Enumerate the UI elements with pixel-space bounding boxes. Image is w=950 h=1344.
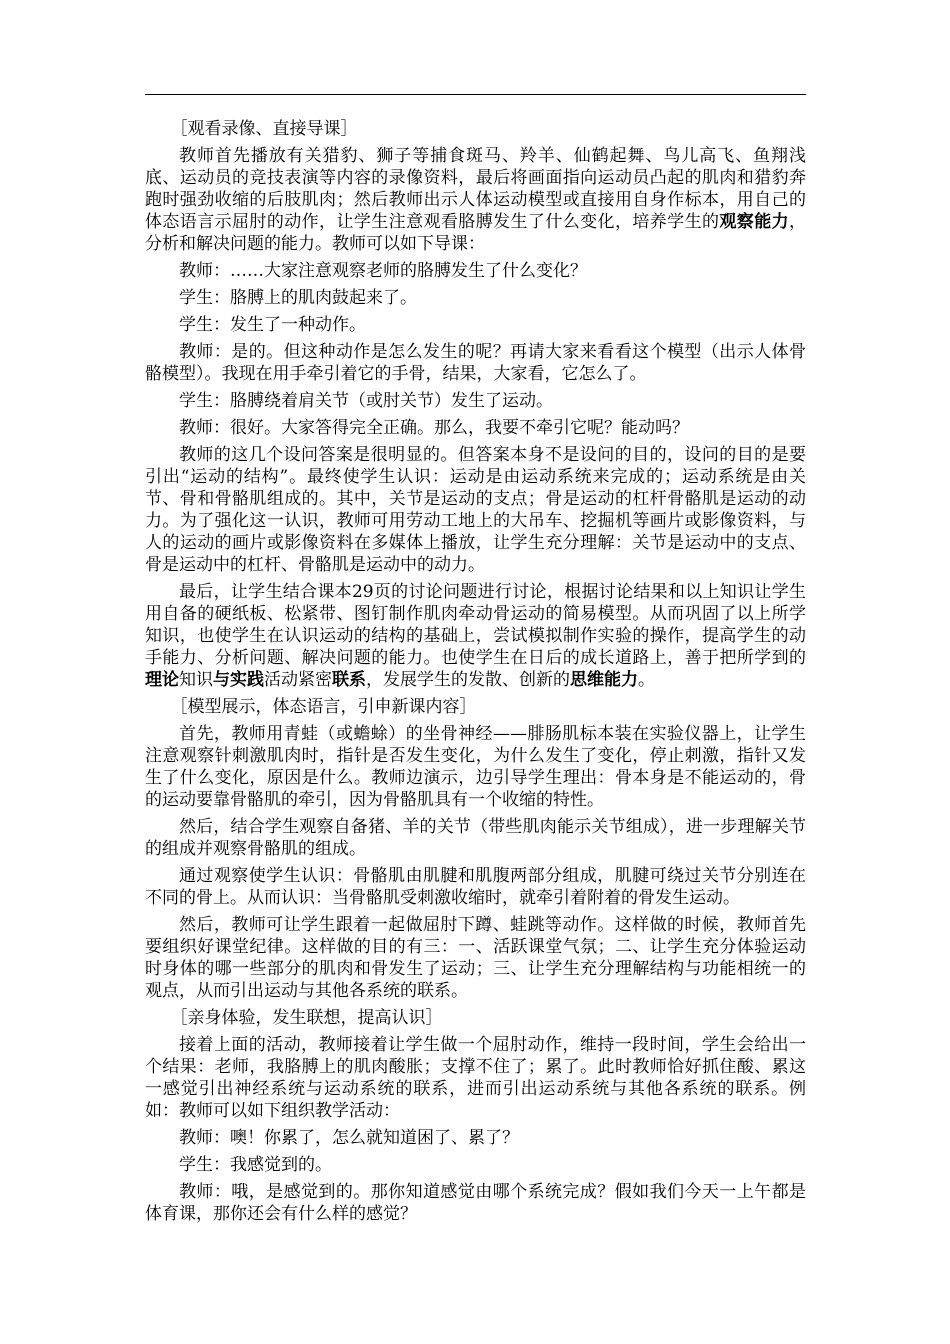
paragraph bbox=[145, 145, 806, 255]
paragraph-text: 教师首先播放有关猎豹、狮子等捕食斑马、羚羊、仙鹤起舞、鸟儿高飞、鱼翔浅底、运动员的竞技表演等内容的录像资料，最后将画面指向运动员凸起的肌肉和猎豹奔跑时强劲收缩的后肢肌肉；然后教师出示人体运动模型或直接用自身作标本，用自己的体态语言示屈肘的动作，让学生注意观看胳膊发生了什么变化，培养学生的 bbox=[145, 146, 806, 232]
dialogue-line: 学生：我感觉到的。 bbox=[179, 1155, 332, 1175]
paragraph bbox=[145, 581, 806, 691]
paragraph: 首先，教师用青蛙（或蟾蜍）的坐骨神经——腓肠肌标本装在实验仪器上，让学生注意观察针刺激肌肉时，指针是否发生变化，为什么发生了变化，停止刺激，指针又发生了什么变化，原因是什么。教师边演示，边引导学生理出：骨本身是不能运动的，骨的运动要靠骨骼肌的牵引，因为骨骼肌具有一个收缩的特性。 bbox=[145, 724, 806, 810]
paragraph-text: 知识 bbox=[179, 670, 213, 690]
dialogue-line: 教师：很好。大家答得完全正确。那么，我要不牵引它呢？能动吗？ bbox=[179, 418, 689, 438]
paragraph: 然后，结合学生观察自备猪、羊的关节（带些肌肉能示关节组成），进一步理解关节的组成并观察骨骼肌的组成。 bbox=[145, 817, 806, 859]
paragraph: 然后，教师可让学生跟着一起做屈肘下蹲、蛙跳等动作。这样做的时候，教师首先要组织好课堂纪律。这样做的目的有三：一、活跃课堂气氛；二、让学生充分体验运动时身体的哪一些部分的肌肉和骨发生了运动；三、让学生充分理解结构与功能相统一的观点，从而引出运动与其他各系统的联系。 bbox=[145, 915, 806, 1001]
emphasis-text: 观察能力 bbox=[719, 212, 790, 232]
dialogue-line: 教师：噢！你累了，怎么就知道困了、累了？ bbox=[179, 1128, 519, 1148]
paragraph: 接着上面的活动，教师接着让学生做一个屈肘动作，维持一段时间，学生会给出一个结果：老师，我胳膊上的肌肉酸胀；支撑不住了；累了。此时教师恰好抓住酸、累这一感觉引出神经系统与运动系统的联系，进而引出运动系统与其他各系统的联系。例如：教师可以如下组织教学活动： bbox=[145, 1035, 806, 1121]
paragraph: 通过观察使学生认识：骨骼肌由肌腱和肌腹两部分组成，肌腱可绕过关节分别连在不同的骨上。从而认识：当骨骼肌受刺激收缩时，就牵引着附着的骨发生运动。 bbox=[145, 866, 806, 908]
emphasis-text: 思维能力 bbox=[570, 670, 638, 690]
emphasis-text: 理论 bbox=[145, 670, 179, 690]
section-heading: ［亲身体验，发生联想，提高认识］ bbox=[170, 1008, 443, 1028]
paragraph-text: 。 bbox=[638, 670, 655, 690]
paragraph-text: 最后，让学生结合课本29页的讨论问题进行讨论，根据讨论结果和以上知识让学生用自备的硬纸板、松紧带、图钉制作肌肉牵动骨运动的简易模型。从而巩固了以上所学知识，也使学生在认识运动的结构的基础上，尝试模拟制作实验的操作，提高学生的动手能力、分析问题、解决问题的能力。也使学生在日后的成长道路上，善于把所学到的 bbox=[145, 582, 806, 668]
paragraph-text: 活动紧密 bbox=[264, 670, 332, 690]
header-rule bbox=[145, 94, 806, 95]
document-body bbox=[145, 118, 806, 1230]
section-heading: ［模型展示，体态语言，引申新课内容］ bbox=[170, 697, 477, 717]
dialogue-line: 教师：……大家注意观察老师的胳膊发生了什么变化？ bbox=[179, 261, 587, 281]
paragraph: 教师的这几个设问答案是很明显的。但答案本身不是设问的目的，设问的目的是要引出“运动的结构”。最终使学生认识：运动是由运动系统来完成的；运动系统是由关节、骨和骨骼肌组成的。其中，关节是运动的支点；骨是运动的杠杆骨骼肌是运动的动力。为了强化这一认识，教师可用劳动工地上的大吊车、挖掘机等画片或影像资料，与人的运动的画片或影像资料在多媒体上播放，让学生充分理解：关节是运动中的支点、骨是运动中的杠杆、骨骼肌是运动中的动力。 bbox=[145, 445, 806, 575]
dialogue-line: 教师：哦，是感觉到的。那你知道感觉由哪个系统完成？假如我们今天一上午都是体育课，那你还会有什么样的感觉？ bbox=[145, 1182, 806, 1224]
dialogue-line: 教师：是的。但这种动作是怎么发生的呢？再请大家来看看这个模型（出示人体骨骼模型）。我现在用手牵引着它的手骨，结果，大家看，它怎么了。 bbox=[145, 342, 806, 384]
paragraph-text: ，分析和解决问题的能力。教师可以如下导课： bbox=[145, 212, 807, 254]
dialogue-line: 学生：发生了一种动作。 bbox=[179, 315, 366, 335]
dialogue-line: 学生：胳膊上的肌肉鼓起来了。 bbox=[179, 288, 417, 308]
section-heading: ［观看录像、直接导课］ bbox=[170, 119, 358, 139]
paragraph-text: ，发展学生的发散、创新的 bbox=[366, 670, 570, 690]
emphasis-text: 联系 bbox=[332, 670, 366, 690]
dialogue-line: 学生：胳膊绕着肩关节（或肘关节）发生了运动。 bbox=[179, 391, 553, 411]
emphasis-text: 与实践 bbox=[213, 670, 264, 690]
